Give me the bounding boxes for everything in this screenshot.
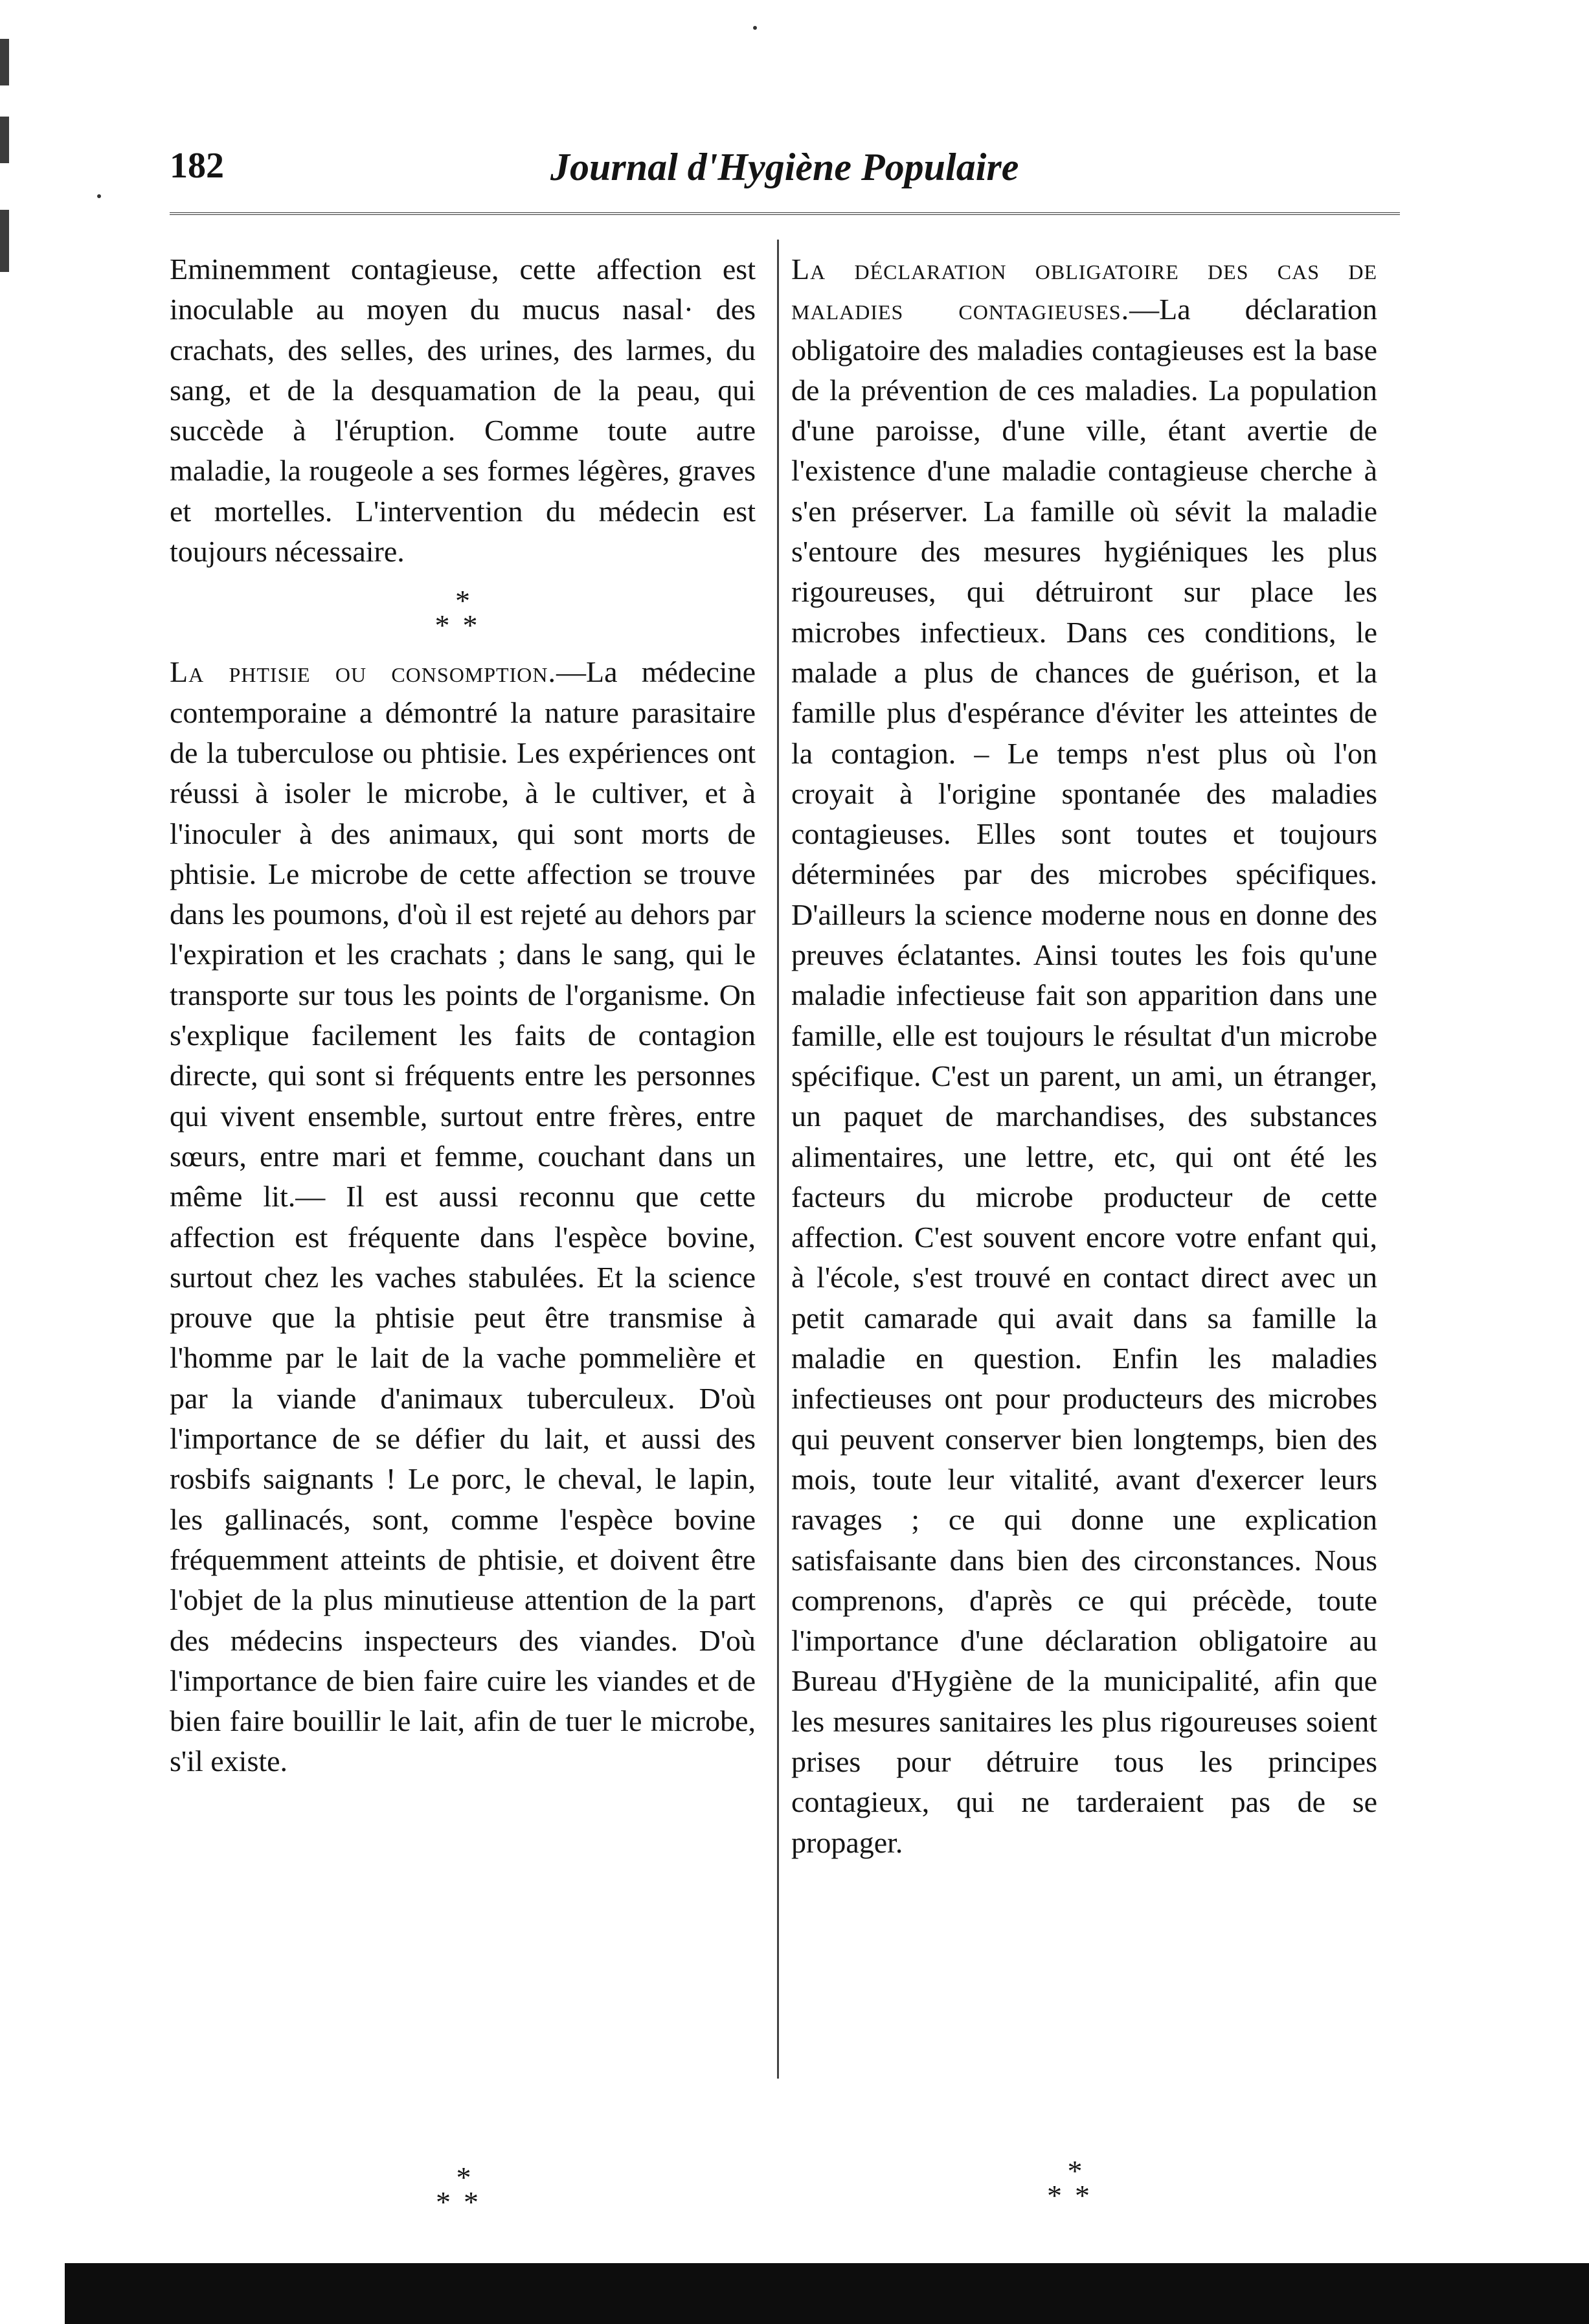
left-column xyxy=(170,249,756,1782)
scan-bottom-edge xyxy=(65,2263,1589,2324)
paragraph-declaration xyxy=(791,249,1377,1863)
column-divider xyxy=(777,240,779,2079)
end-asterism-left: * ** xyxy=(436,2161,491,2218)
header-rule xyxy=(170,212,1400,215)
section-heading-phtisie: La phtisie ou consomption. xyxy=(170,655,556,689)
paragraph-rougeole-ending: Eminemment contagieuse, cette affection est inoculable au moyen du mucus nasal· des crachats, des selles, des urines, des larmes, du sang, et de la desquamation de la peau, qui succède à l'éruption. Comme toute autre maladie, la rougeole a ses formes légères, graves et mortelles. L'intervention du médecin est toujours nécessaire. xyxy=(170,253,756,569)
right-column xyxy=(791,249,1377,1863)
scan-edge-artifact xyxy=(0,39,9,816)
scan-speck xyxy=(753,26,757,30)
paragraph-phtisie xyxy=(170,652,756,1781)
paragraph-phtisie-body: —La médecine contemporaine a démontré la nature parasitaire de la tuberculose ou phtisie. Les expériences ont réussi à isoler le microbe, à le cultiver, et à l'inoculer à des animaux, qui sont morts de phtisie. Le microbe de cette affection se trouve dans les poumons, d'où il est rejeté au dehors par l'expiration et les crachats ; dans le sang, qui le transporte sur tous les points de l'organisme. On s'explique facilement les faits de contagion directe, qui sont si fréquents entre les personnes qui vivent ensemble, surtout entre frères, entre sœurs, entre mari et femme, couchant dans un même lit.— Il est aussi reconnu que cette affection est fréquente dans l'espèce bovine, surtout chez les vaches stabulées. Et la science prouve que la phtisie peut être transmise à l'homme par le lait de la vache pommelière et par la viande d'animaux tuberculeux. D'où l'importance de se défier du lait, et aussi des rosbifs saignants ! Le porc, le cheval, le lapin, les gallinacés, sont, comme l'espèce bovine fréquemment atteints de phtisie, et doivent être l'objet de la plus minutieuse attention de la part des médecins inspecteurs des viandes. D'où l'importance de bien faire cuire les viandes et de bien faire bouillir le lait, afin de tuer le microbe, s'il existe. xyxy=(170,655,756,1778)
page-header xyxy=(162,145,1405,203)
end-asterism-right: * ** xyxy=(1047,2154,1103,2212)
section-asterism: * ** xyxy=(434,584,491,642)
scan-speck xyxy=(97,194,101,198)
page-number: 182 xyxy=(170,146,224,186)
paragraph-declaration-body: —La déclaration obligatoire des maladies contagieuses est la base de la prévention de ces maladies. La population d'une paroisse, d'une ville, étant avertie de l'existence d'une maladie contagieuse cherche à s'en préserver. La famille où sévit la maladie s'entoure des mesures hygiéniques les plus rigoureuses, qui détruiront sur place les microbes infectieux. Dans ces conditions, le malade a plus de chances de guérison, et la famille plus d'espérance d'éviter les atteintes de la contagion. – Le temps n'est plus où l'on croyait à l'origine spontanée des maladies contagieuses. Elles sont toutes et toujours déterminées par des microbes spécifiques. D'ailleurs la science moderne nous en donne des preuves éclatantes. Ainsi toutes les fois qu'une maladie infectieuse fait son apparition dans une famille, elle est toujours le résultat d'un microbe spécifique. C'est un parent, un ami, un étranger, un paquet de marchandises, des substances alimentaires, une lettre, etc, qui ont été les facteurs du microbe producteur de cette affection. C'est souvent encore votre enfant qui, à l'école, s'est trouvé en contact direct avec un petit camarade qui avait dans sa famille la maladie en question. Enfin les maladies infectieuses ont pour producteurs des microbes qui peuvent conserver bien longtemps, bien des mois, toute leur vitalité, avant d'exercer leurs ravages ; ce qui donne une explication satisfaisante dans bien des circonstances. Nous comprenons, d'après ce qui précède, toute l'importance d'une déclaration obligatoire au Bureau d'Hygiène de la municipalité, afin que les mesures sanitaires les plus rigoureuses soient prises pour détruire tous les principes contagieux, qui ne tarderaient pas de se propager. xyxy=(791,293,1378,1859)
running-title: Journal d'Hygiène Populaire xyxy=(550,146,1019,188)
section-heading-declaration: La déclaration obligatoire des cas de maladies contagieuses. xyxy=(791,253,1377,326)
